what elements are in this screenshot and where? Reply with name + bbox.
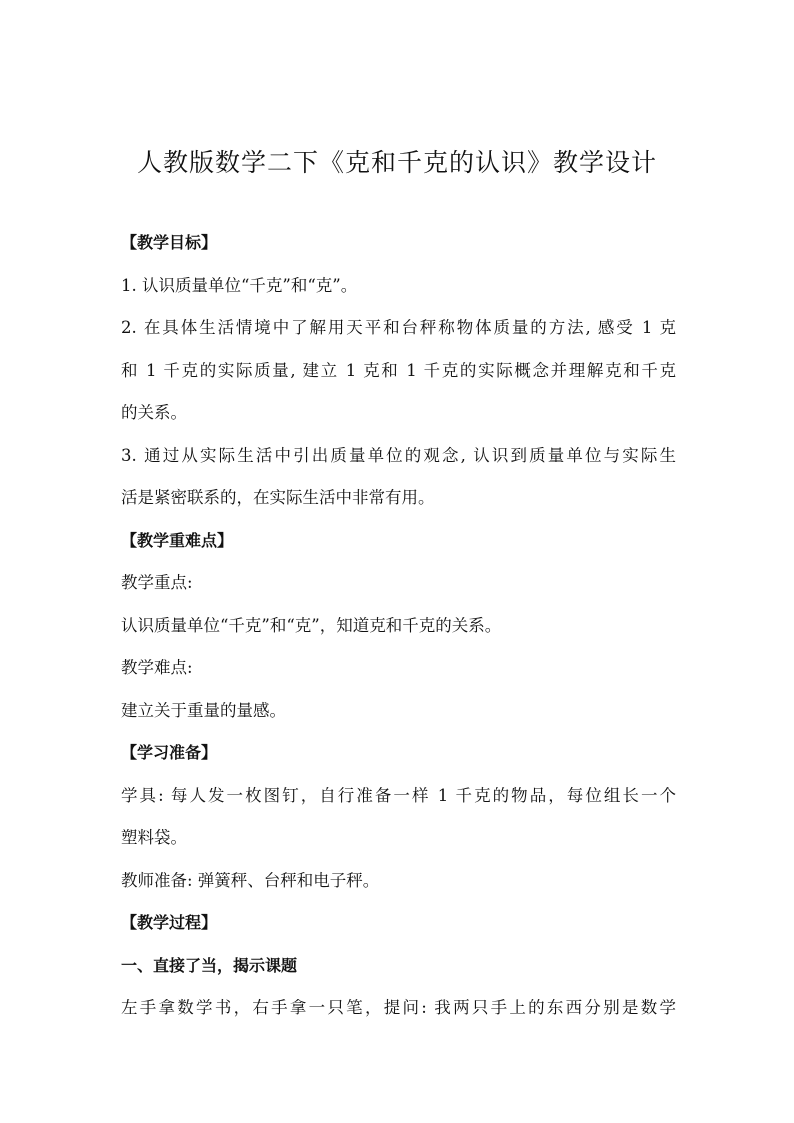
objective-item-3-line-2: 活是紧密联系的，在实际生活中非常有用。	[121, 488, 435, 507]
objective-item-2-line-2: 和 1 千克的实际质量, 建立 1 克和 1 千克的实际概念并理解克和千克	[121, 360, 676, 380]
preparation-heading: 【学习准备】	[121, 743, 218, 762]
student-materials-line-1: 学具: 每人发一枚图钉，自行准备一样 1 千克的物品，每位组长一个	[121, 785, 676, 805]
objective-item-3-line-1: 3. 通过从实际生活中引出质量单位的观念, 认识到质量单位与实际生	[121, 445, 676, 465]
document-body	[121, 228, 676, 1023]
focus-label: 教学重点:	[121, 573, 193, 592]
focus-text: 认识质量单位“千克”和“克”，知道克和千克的关系。	[121, 615, 502, 635]
objective-item-2-line-3: 的关系。	[121, 403, 187, 422]
process-heading: 【教学过程】	[121, 913, 218, 932]
teacher-materials: 教师准备: 弹簧秤、台秤和电子秤。	[121, 870, 380, 890]
difficulty-label: 教学难点:	[121, 658, 193, 677]
student-materials-line-2: 塑料袋。	[121, 828, 187, 847]
document-title: 人教版数学二下《克和千克的认识》教学设计	[136, 148, 657, 177]
objectives-heading: 【教学目标】	[121, 233, 218, 252]
objective-item-1: 1. 认识质量单位“千克”和“克”。	[121, 275, 358, 295]
process-paragraph-1-line-1: 左手拿数学书，右手拿一只笔，提问: 我两只手上的东西分别是数学	[121, 998, 676, 1017]
key-points-heading: 【教学重难点】	[121, 530, 234, 550]
process-subheading-1: 一、直接了当，揭示课题	[121, 955, 298, 975]
objective-item-2-line-1: 2. 在具体生活情境中了解用天平和台秤称物体质量的方法, 感受 1 克	[121, 318, 676, 337]
difficulty-text: 建立关于重量的量感。	[121, 700, 286, 720]
